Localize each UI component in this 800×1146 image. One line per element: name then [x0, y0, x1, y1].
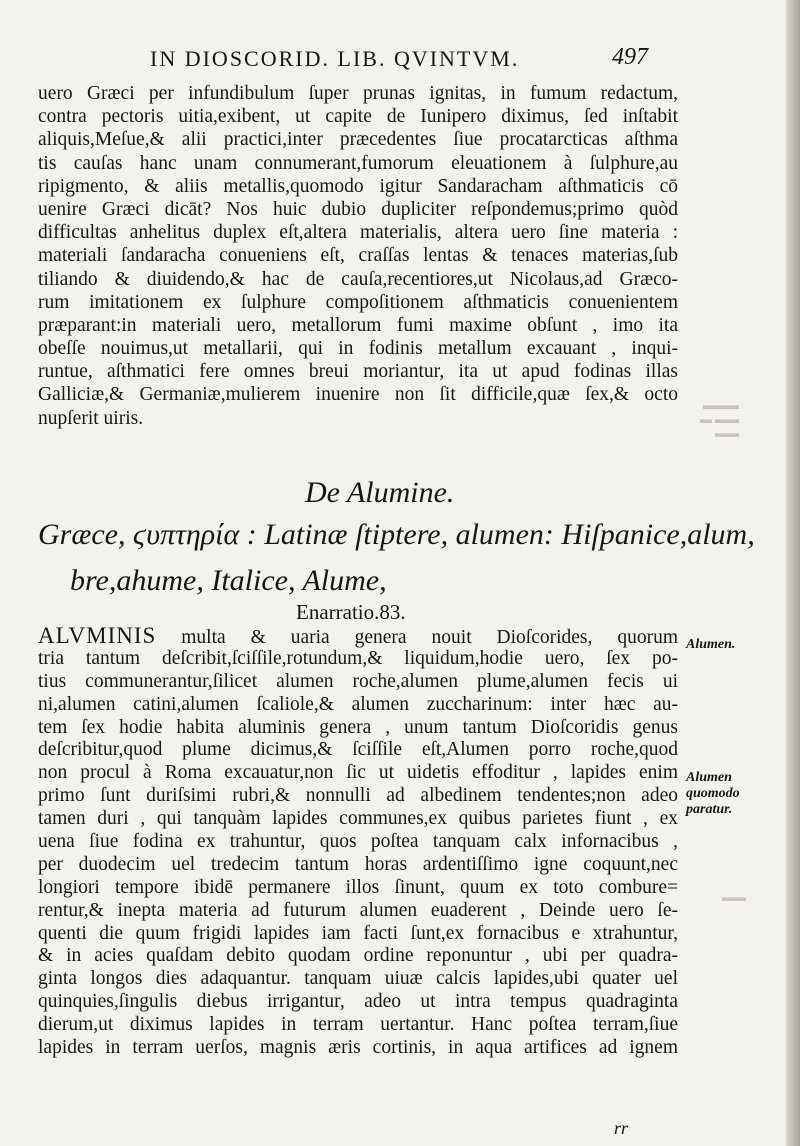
text-line: runtue, aſthmatici fere omnes breui moriantur, ita ut apud fodinas illas [38, 361, 678, 383]
margin-note-line: quomodo [686, 786, 740, 801]
text-line: rentur,& inepta materia ad futurum alumen euaderent , Deinde uero ſe- [38, 899, 678, 921]
signature-mark: rr [614, 1118, 629, 1138]
text-line: contra pectoris uitia,exibent, ut capite de Iunipero diximus, ſed inſtabit [38, 106, 678, 128]
text-line: per duodecim uel tredecim tantum horas ardentiſſimo igne coquunt,nec [38, 853, 678, 875]
text-line: difficultas anhelitus duplex eſt,altera materialis, altera uero ſine materia : [38, 222, 678, 244]
text-line: materiali ſandaracha conueniens eſt, craſſas lentas & tenaces materias,ſub [38, 245, 678, 267]
text-line: lapides in terram uerſos, magnis æris cortinis, in aqua artifices ad ignem [38, 1037, 678, 1059]
text-line: quenti die quum frigidi lapides iam facti ſunt,ex fornacibus e xtrahuntur, [38, 922, 678, 944]
bleed-through-mark: ▬▬▬ ▬▬ ▬ ▬▬ [700, 398, 739, 440]
preceding-text-block [38, 82, 678, 430]
text-line: ginta longos dies adaquantur. tanquam uiuæ calcis lapides,ubi quater uel [38, 968, 678, 990]
text-line: dierum,ut diximus lapides in terram uertantur. Hanc poſtea terram,ſiue [38, 1014, 678, 1036]
text-line: longiori tempore ibidē permanere illos ſinunt, quum ex toto combure= [38, 876, 678, 898]
text-line: ni,alumen catini,alumen ſcaliole,& alumen zuccharinum: inter hæc au- [38, 693, 678, 715]
text-line [38, 625, 678, 648]
chapter-heading: De Alumine. [305, 476, 455, 509]
page-number: 497 [612, 44, 648, 70]
text-line: tiliando & diuidendo,& hac de cauſa,recentiores,ut Nicolaus,ad Græco- [38, 268, 678, 290]
margin-note-line: Alumen [686, 770, 732, 785]
text-line: rum imitationem ex ſulphure compoſitionem aſthmaticis conuenientem [38, 291, 678, 313]
text-line: tria tantum deſcribit,ſciſſile,rotundum,& liquidum,hodie uero, ſex po- [38, 647, 678, 669]
text-line: uero Græci per infundibulum ſuper prunas ignitas, in fumum redactum, [38, 83, 678, 104]
names-line: Græce, ϛυπτηρία : Latinæ ſtiptere, alumen: Hiſpanice,alum, [38, 518, 755, 551]
text-line: primo ſunt duriſsimi rubri,& nonnulli ad albedinem tendentes;non adeo [38, 785, 678, 807]
text-line: tem ſex hodie habita aluminis genera , unum tantum Dioſcoridis genus [38, 716, 678, 738]
text-line: deſcribitur,quod plume dicimus,& ſciſſile eſt,Alumen porro roche,quod [38, 739, 678, 761]
text-line: uenire Græci dicāt? Nos huic dubio dupliciter reſpondemus;primo quòd [38, 198, 678, 220]
text-line: præparant:in materiali uero, metallorum fumi maxime obſunt , imo ita [38, 314, 678, 336]
text-line: nupſerit uiris. [38, 407, 144, 429]
text-line: tius communerantur,ſilicet alumen roche,alumen plume,alumen fecis ui [38, 670, 678, 692]
enarratio-label: Enarratio.83. [296, 600, 406, 624]
text-line: obeſſe nouimus,ut metallarii, qui in fodinis metallum excauant , inqui- [38, 338, 678, 360]
text-line: tis cauſas hanc unam connumerant,fumorum eleuationem à ſulphure,au [38, 152, 678, 174]
text-line: uena ſiue fodina ex trahuntur, quos poſtea tanquam calx infornacibus , [38, 831, 678, 853]
running-head: IN DIOSCORID. LIB. QVINTVM. [150, 46, 520, 71]
text-line: ripigmento, & aliis metallis,quomodo igitur Sandaracham aſthmaticis cō [38, 175, 678, 197]
bleed-through-mark: ▬▬ [722, 890, 746, 904]
text-line: tamen duri , qui tanquàm lapides communes,ex quibus parietes fiunt , ex [38, 808, 678, 830]
text-line: aliquis,Meſue,& alii practici,inter præcedentes ſiue procatarcticas aſthma [38, 129, 678, 151]
text-line: quinquies,ſingulis diebus irrigantur, adeo ut intra tempus quadraginta [38, 991, 678, 1013]
text-line: non procul à Roma excauatur,non ſic ut uidetis effoditur , lapides enim [38, 762, 678, 784]
text-line: Galliciæ,& Germaniæ,mulierem inuenire non ſit difficile,quæ ſex,& octo [38, 384, 678, 406]
page-gutter-shadow [786, 0, 800, 1146]
margin-note-alumen-paratur [686, 770, 740, 818]
text-line-rest: multa & uaria genera nouit Dioſcorides, quorum [156, 627, 678, 648]
names-line: bre,ahume, Italice, Alume, [70, 564, 387, 597]
margin-note-alumen: Alumen. [686, 637, 736, 652]
margin-note-line: paratur. [686, 802, 733, 817]
text-line: & in acies quaſdam debito quodam ordine reponuntur , ubi per quadra- [38, 945, 678, 967]
enarratio-text-block [38, 625, 678, 1060]
lead-capitals: ALVMINIS [38, 625, 157, 648]
chapter-names [38, 512, 755, 604]
